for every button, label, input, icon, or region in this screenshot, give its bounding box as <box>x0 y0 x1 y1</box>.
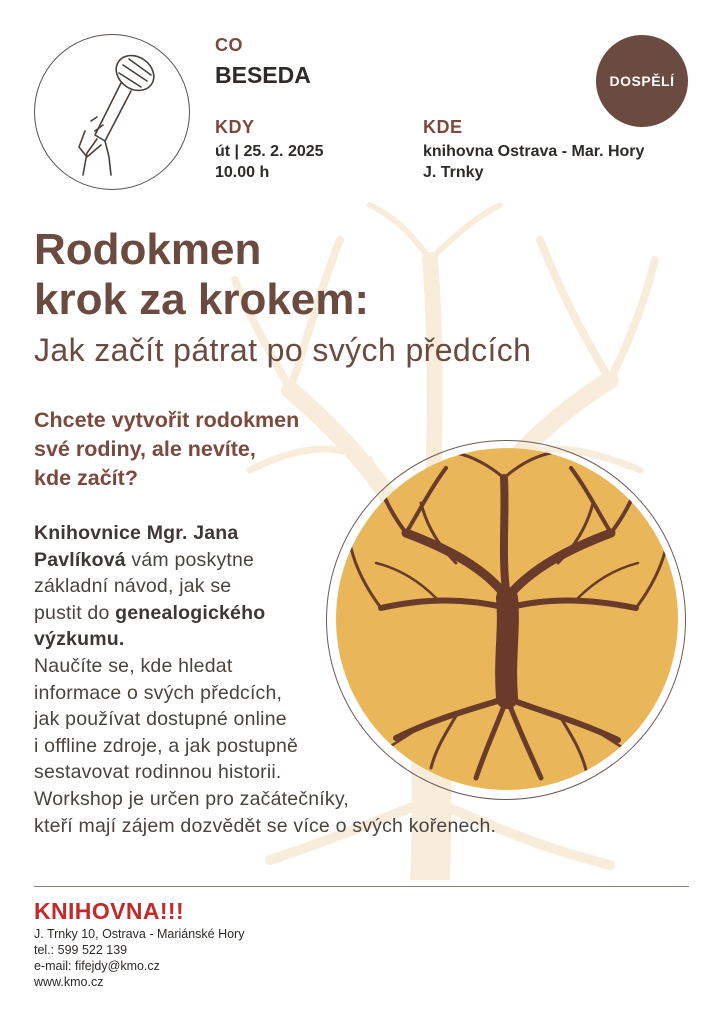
body-line <box>34 520 674 547</box>
body-line: i offline zdroje, a jak postupně <box>34 734 299 757</box>
body-line <box>34 547 674 574</box>
librarian-name: Knihovnice Mgr. Jana <box>34 522 239 544</box>
audience-badge: DOSPĚLÍ <box>596 35 688 127</box>
event-date: út | 25. 2. 2025 <box>215 143 324 160</box>
question-line: Chcete vytvořit rodokmen <box>34 408 300 432</box>
event-street: J. Trnky <box>423 164 484 181</box>
librarian-surname: Pavlíková <box>34 548 126 571</box>
footer-phone: tel.: 599 522 139 <box>34 943 128 957</box>
body-line: Naučíte se, kde hledat <box>34 654 233 677</box>
where-label: KDE <box>423 117 463 137</box>
subtitle: Jak začít pátrat po svých předcích <box>34 332 532 368</box>
question-line: své rodiny, ale nevíte, <box>34 437 256 461</box>
footer-website: www.kmo.cz <box>34 975 104 989</box>
microphone-badge <box>34 34 190 190</box>
when-label: KDY <box>215 117 255 137</box>
body-line: základní návod, jak se <box>34 575 232 598</box>
body-line: jak používat dostupné online <box>34 708 287 731</box>
body-text-span: vám poskytne <box>125 548 255 571</box>
event-time: 10.00 h <box>215 164 270 181</box>
body-line <box>34 626 674 653</box>
body-line <box>34 600 674 627</box>
microphone-icon <box>35 35 191 191</box>
highlight-text: výzkumu. <box>34 628 125 651</box>
library-logo: KNIHOVNA!!! <box>34 898 185 924</box>
body-line: kteří mají zájem dozvědět se více o svých kořenech. <box>34 814 497 837</box>
question-line: kde začít? <box>34 466 138 490</box>
footer-divider <box>34 886 689 887</box>
footer-address: J. Trnky 10, Ostrava - Mariánské Hory <box>34 927 245 941</box>
body-line: informace o svých předcích, <box>34 681 283 704</box>
event-place: knihovna Ostrava - Mar. Hory <box>423 143 645 160</box>
body-line: Workshop je určen pro začátečníky, <box>34 787 349 810</box>
title-line-2: krok za krokem: <box>34 275 370 324</box>
highlight-text: genealogického <box>115 601 266 624</box>
body-line: sestavovat rodinnou historii. <box>34 761 282 784</box>
event-type: BESEDA <box>215 62 311 88</box>
title-line-1: Rodokmen <box>34 225 262 274</box>
footer-email: e-mail: fifejdy@kmo.cz <box>34 959 160 973</box>
body-text-span: pustit do <box>34 601 116 624</box>
what-label: CO <box>215 35 243 55</box>
description <box>34 520 674 839</box>
